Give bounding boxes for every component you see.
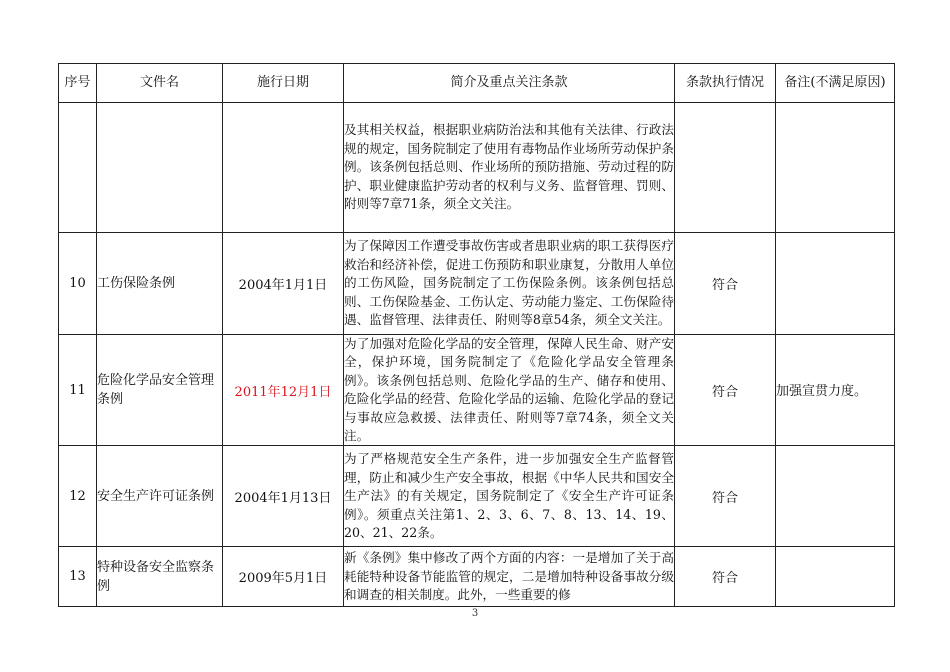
row-desc: 为了保障因工作遭受事故伤害或者患职业病的职工获得医疗救治和经济补偿，促进工伤预防和职业康复，分散用人单位的工伤风险，国务院制定了工伤保险条例。该条例包括总则、工伤保险基金、工伤认定、劳动能力鉴定、工伤保险待遇、监督管理、法律责任、附则等8章54条，须全文关注。 [344, 233, 675, 335]
page-number: 3 [471, 608, 479, 619]
row-status: 符合 [675, 335, 776, 446]
row-name: 危险化学品安全管理条例 [97, 335, 223, 446]
row-name: 特种设备安全监察条例 [97, 547, 223, 607]
row-note-text: 加强宣贯力度。 [776, 383, 868, 399]
row-name [97, 103, 223, 233]
row-note-text [776, 575, 894, 578]
table-row [59, 446, 895, 547]
regulation-table [58, 63, 895, 607]
row-num: 12 [59, 446, 97, 547]
table-row [59, 103, 895, 233]
row-note [776, 335, 895, 446]
row-date: 2004年1月1日 [223, 233, 344, 335]
row-desc: 及其相关权益，根据职业病防治法和其他有关法律、行政法规的规定，国务院制定了使用有毒物品作业场所劳动保护条例。该条例包括总则、作业场所的预防措施、劳动过程的防护、职业健康监护劳动者的权利与义务、监督管理、罚则、附则等7章71条，须全文关注。 [344, 103, 675, 233]
row-name: 安全生产许可证条例 [97, 446, 223, 547]
row-num [59, 103, 97, 233]
row-date: 2004年1月13日 [223, 446, 344, 547]
row-status: 符合 [675, 547, 776, 607]
row-name: 工伤保险条例 [97, 233, 223, 335]
row-status: 符合 [675, 233, 776, 335]
row-note-text [776, 495, 894, 498]
row-date: 2009年5月1日 [223, 547, 344, 607]
table-row [59, 335, 895, 446]
header-name: 文件名 [97, 64, 223, 103]
header-note: 备注(不满足原因) [776, 64, 895, 103]
row-date [223, 103, 344, 233]
row-status: 符合 [675, 446, 776, 547]
table-row [59, 233, 895, 335]
row-status [675, 103, 776, 233]
row-note [776, 446, 895, 547]
header-status: 条款执行情况 [675, 64, 776, 103]
row-note [776, 233, 895, 335]
header-desc: 简介及重点关注条款 [344, 64, 675, 103]
row-desc: 为了加强对危险化学品的安全管理，保障人民生命、财产安全，保护环境，国务院制定了《危险化学品安全管理条例》。该条例包括总则、危险化学品的生产、储存和使用、危险化学品的经营、危险化学品的运输、危险化学品的登记与事故应急救援、法律责任、附则等7章74条，须全文关注。 [344, 335, 675, 446]
row-num: 10 [59, 233, 97, 335]
row-note [776, 103, 895, 233]
row-desc: 新《条例》集中修改了两个方面的内容：一是增加了关于高耗能特种设备节能监管的规定，二是增加特种设备事故分级和调查的相关制度。此外，一些重要的修 [344, 547, 675, 607]
row-note-text [776, 166, 894, 169]
table-header-row [59, 64, 895, 103]
row-num: 13 [59, 547, 97, 607]
row-note [776, 547, 895, 607]
header-date: 施行日期 [223, 64, 344, 103]
row-desc: 为了严格规范安全生产条件，进一步加强安全生产监督管理，防止和减少生产安全事故，根据《中华人民共和国安全生产法》的有关规定，国务院制定了《安全生产许可证条例》。须重点关注第1、2、3、6、7、8、13、14、19、20、21、22条。 [344, 446, 675, 547]
table-row [59, 547, 895, 607]
row-date: 2011年12月1日 [223, 335, 344, 446]
row-note-text [776, 282, 894, 285]
header-num: 序号 [59, 64, 97, 103]
row-num: 11 [59, 335, 97, 446]
